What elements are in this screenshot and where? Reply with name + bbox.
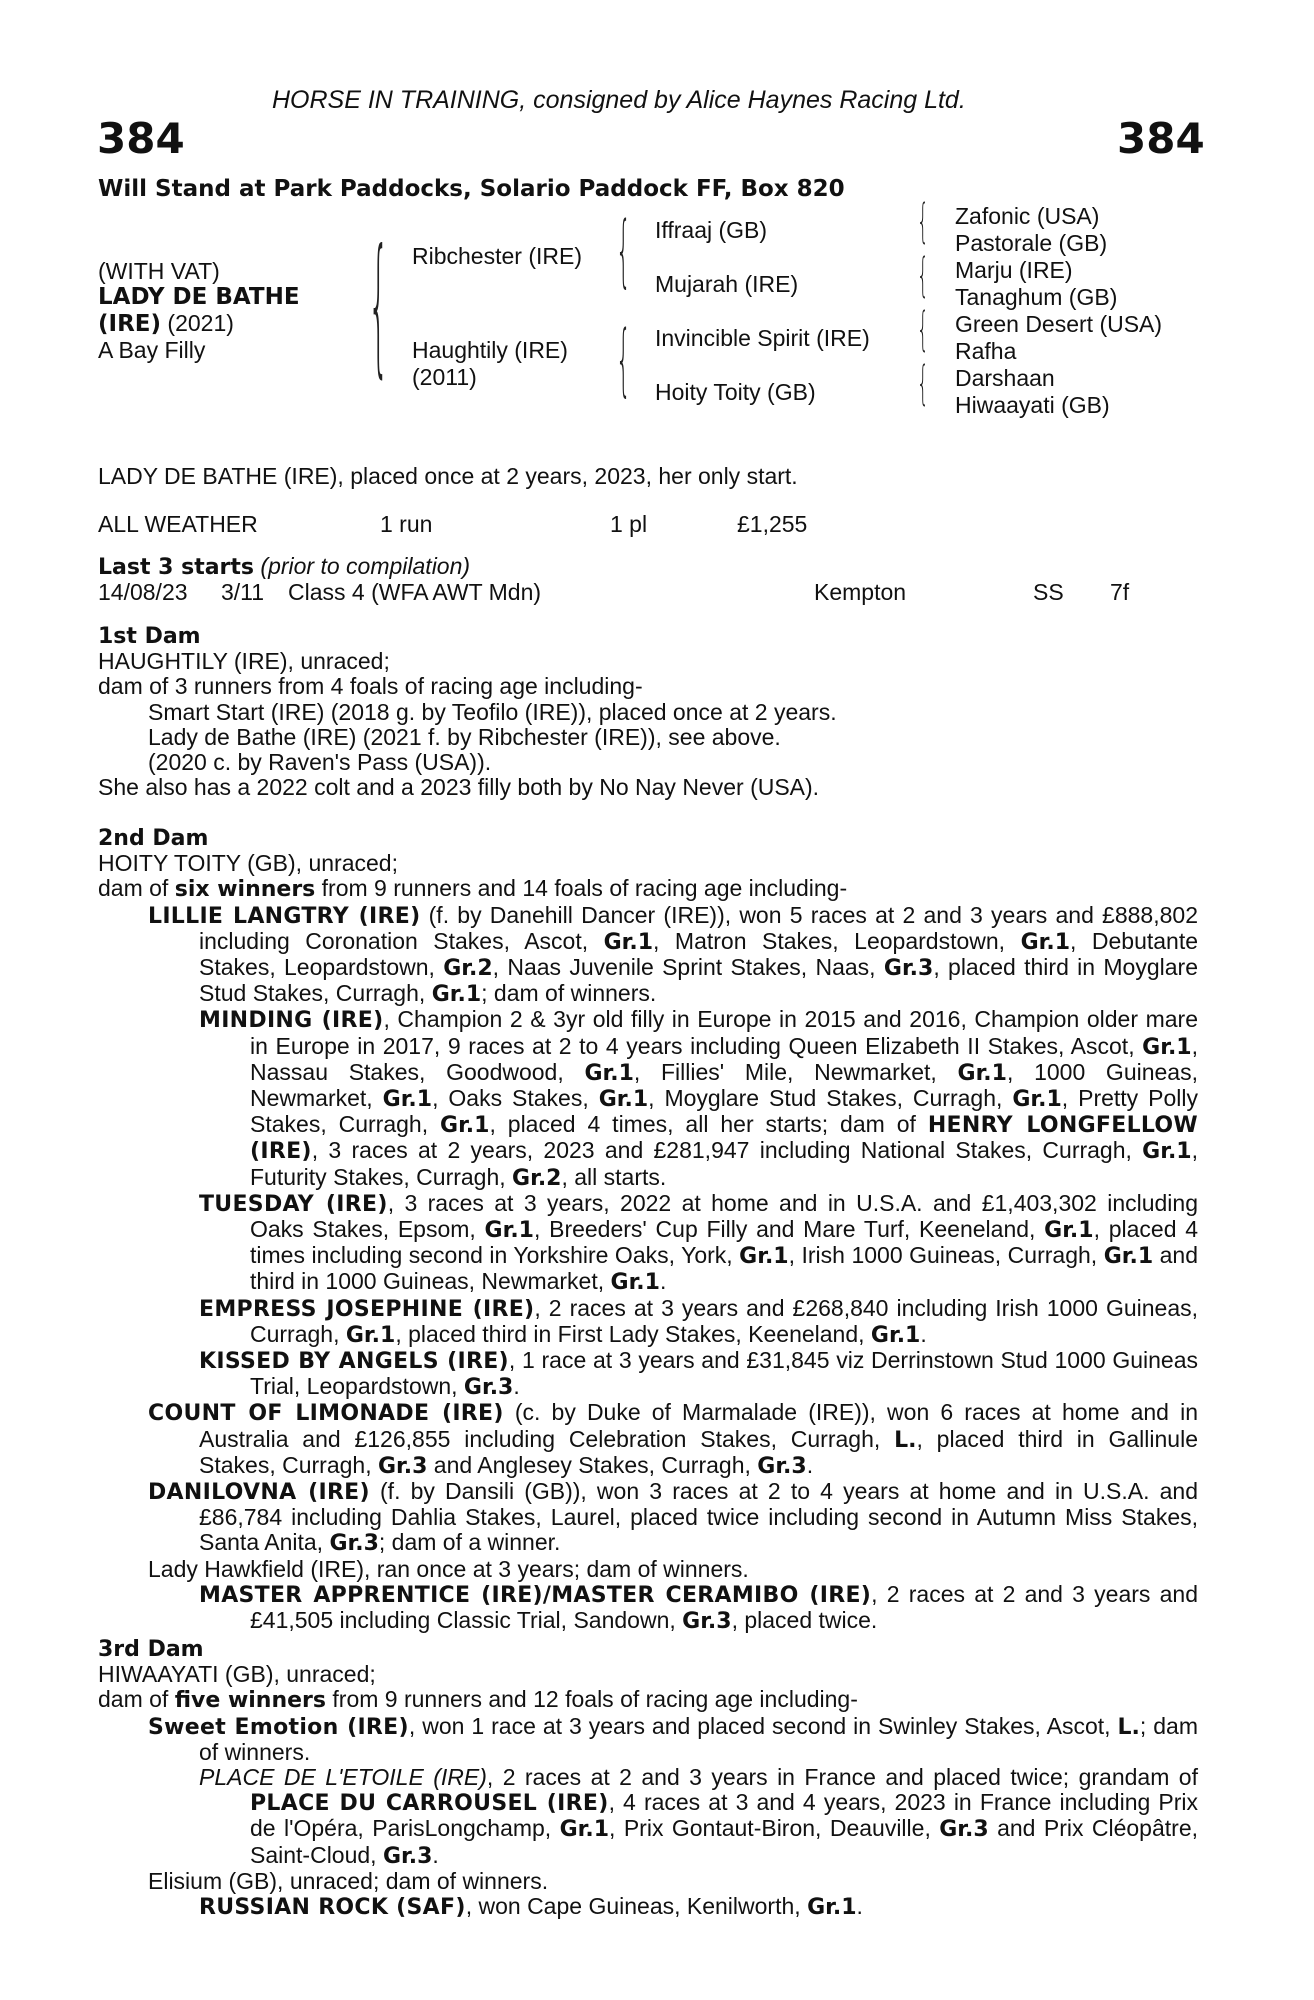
stand-location: Will Stand at Park Paddocks, Solario Paddock FF, Box 820 — [98, 176, 845, 202]
first-dam-produce: Lady de Bathe (IRE) (2021 f. by Ribchester (IRE)), see above. — [148, 723, 781, 750]
record-surface: ALL WEATHER — [98, 511, 258, 537]
vat-note: (WITH VAT) — [98, 258, 220, 284]
produce-kissed-by-angels: KISSED BY ANGELS (IRE), 1 race at 3 years and £31,845 viz Derrinstown Stud 1000 Guineas Trial, Leopardstown, Gr.3. — [199, 1347, 1199, 1401]
produce-lillie-langtry: LILLIE LANGTRY (IRE) (f. by Danehill Dancer (IRE)), won 5 races at 2 and 3 years and £888,802 including Coronation Stakes, Ascot, Gr.1, Matron Stakes, Leopardstown, Gr.1, Debutante Stakes, Leopardstown, Gr.2, Naas Juvenile Sprint Stakes, Naas, Gr.3, placed third in Moyglare Stud Stakes, Curragh, Gr.1; dam of winners. — [148, 901, 1199, 1008]
pedigree-sss: Zafonic (USA) — [955, 203, 1100, 229]
last-start-course: Kempton — [814, 579, 907, 605]
pedigree-dam-year: (2011) — [412, 364, 477, 390]
last-start-date: 14/08/23 — [98, 579, 188, 605]
third-dam-line: HIWAAYATI (GB), unraced; — [98, 1661, 376, 1688]
record-earnings: £1,255 — [737, 511, 808, 537]
third-dam-section — [98, 1637, 1198, 1920]
pedigree-dsd: Rafha — [955, 338, 1017, 364]
pedigree-sire-sire: Iffraaj (GB) — [655, 217, 768, 243]
produce-tuesday: TUESDAY (IRE), 3 races at 3 years, 2022 at home and in U.S.A. and £1,403,302 including Oaks Stakes, Epsom, Gr.1, Breeders' Cup Filly and Mare Turf, Keeneland, Gr.1, placed 4 times including second in Yorkshire Oaks, York, Gr.1, Irish 1000 Guineas, Curragh, Gr.1 and third in 1000 Guineas, Newmarket, Gr.1. — [199, 1189, 1199, 1296]
produce-sweet-emotion: Sweet Emotion (IRE), won 1 race at 3 years and placed second in Swinley Stakes, Ascot, L.; dam of winners. — [148, 1712, 1198, 1765]
pedigree-ddd: Hiwaayati (GB) — [955, 392, 1110, 418]
pedigree-brace-dam: { — [616, 315, 631, 405]
pedigree-dam-dam: Hoity Toity (GB) — [655, 379, 816, 405]
produce-danilovna: DANILOVNA (IRE) (f. by Dansili (GB)), won 3 races at 2 to 4 years at home and in U.S.A. and £86,784 including Dahlia Stakes, Laurel, placed twice including second in Autumn Miss Stakes, Santa Anita, Gr.3; dam of a winner. — [148, 1478, 1198, 1557]
first-dam-produce: Smart Start (IRE) (2018 g. by Teofilo (IRE)), placed once at 2 years. — [148, 698, 837, 725]
last-start-distance: 7f — [1110, 579, 1130, 605]
pedigree-dam: Haughtily (IRE) — [412, 337, 568, 363]
first-dam-line: dam of 3 runners from 4 foals of racing age including- — [98, 673, 643, 700]
pedigree-dss: Green Desert (USA) — [955, 311, 1163, 337]
produce-russian-rock: RUSSIAN ROCK (SAF), won Cape Guineas, Kenilworth, Gr.1. — [199, 1893, 863, 1921]
first-dam-line: She also has a 2022 colt and a 2023 filly both by No Nay Never (USA). — [98, 774, 820, 801]
pedigree-brace-main: { — [368, 218, 389, 392]
pedigree-brace-ds: { — [917, 302, 929, 356]
produce-master-apprentice: MASTER APPRENTICE (IRE)/MASTER CERAMIBO (IRE), 2 races at 2 and 3 years and £41,505 including Classic Trial, Sandown, Gr.3, placed twice. — [199, 1580, 1198, 1635]
race-summary: LADY DE BATHE (IRE), placed once at 2 years, 2023, her only start. — [98, 463, 798, 489]
pedigree-ssd: Pastorale (GB) — [955, 230, 1108, 256]
record-placed: 1 pl — [610, 511, 648, 537]
produce-elisium: Elisium (GB), unraced; dam of winners. — [148, 1867, 549, 1894]
second-dam-heading: 2nd Dam — [98, 826, 209, 851]
first-dam-heading: 1st Dam — [98, 624, 201, 649]
produce-lady-hawkfield: Lady Hawkfield (IRE), ran once at 3 years; dam of winners. — [148, 1555, 749, 1582]
last-start-position: 3/11 — [221, 579, 265, 605]
produce-minding: MINDING (IRE), Champion 2 & 3yr old filly in Europe in 2015 and 2016, Champion older mare in Europe in 2017, 9 races at 2 to 4 years including Queen Elizabeth II Stakes, Ascot, Gr.1, Nassau Stakes, Goodwood, Gr.1, Fillies' Mile, Newmarket, Gr.1, 1000 Guineas, Newmarket, Gr.1, Oaks Stakes, Gr.1, Moyglare Stud Stakes, Curragh, Gr.1, Pretty Polly Stakes, Curragh, Gr.1, placed 4 times, all her starts; dam of HENRY LONGFELLOW (IRE), 3 races at 2 years, 2023 and £281,947 including National Stakes, Curragh, Gr.1, Futurity Stakes, Curragh, Gr.2, all starts. — [199, 1006, 1199, 1191]
last-start-race: Class 4 (WFA AWT Mdn) — [288, 579, 542, 605]
consigned-heading: HORSE IN TRAINING, consigned by Alice Haynes Racing Ltd. — [272, 86, 966, 114]
third-dam-heading: 3rd Dam — [98, 1637, 204, 1662]
lot-number-right: 384 — [1117, 114, 1205, 163]
pedigree-sire: Ribchester (IRE) — [412, 243, 582, 269]
pedigree-dam-sire: Invincible Spirit (IRE) — [655, 325, 870, 351]
produce-count-of-limonade: COUNT OF LIMONADE (IRE) (c. by Duke of Marmalade (IRE)), won 6 races at home and in Australia and £126,855 including Celebration Stakes, Curragh, L., placed third in Gallinule Stakes, Curragh, Gr.3 and Anglesey Stakes, Curragh, Gr.3. — [148, 1399, 1199, 1479]
produce-place-de-letoile: PLACE DE L'ETOILE (IRE), 2 races at 2 and 3 years in France and placed twice; grandam of PLACE DU CARROUSEL (IRE), 4 races at 3 and 4 years, 2023 in France including Prix de l'Opéra, ParisLongchamp, Gr.1, Prix Gontaut-Biron, Deauville, Gr.3 and Prix Cléopâtre, Saint-Cloud, Gr.3. — [199, 1764, 1199, 1869]
second-dam-section — [98, 826, 1198, 1634]
pedigree-sds: Marju (IRE) — [955, 257, 1073, 283]
record-runs: 1 run — [380, 511, 433, 537]
first-dam-section — [98, 624, 1198, 800]
second-dam-line: dam of six winners from 9 runners and 14 foals of racing age including- — [98, 875, 848, 903]
pedigree-brace-sd: { — [917, 248, 929, 302]
horse-description: A Bay Filly — [98, 337, 206, 363]
lot-number-left: 384 — [97, 114, 185, 163]
last-starts-heading: Last 3 starts (prior to compilation) — [98, 553, 471, 580]
pedigree-dds: Darshaan — [955, 365, 1055, 391]
horse-name: LADY DE BATHE — [98, 284, 300, 310]
third-dam-line: dam of five winners from 9 runners and 12 foals of racing age including- — [98, 1686, 858, 1714]
pedigree-sdd: Tanaghum (GB) — [955, 284, 1118, 310]
first-dam-produce: (2020 c. by Raven's Pass (USA)). — [148, 749, 492, 776]
pedigree-brace-ss: { — [917, 194, 929, 248]
pedigree-brace-dd: { — [917, 356, 929, 410]
pedigree-sire-dam: Mujarah (IRE) — [655, 271, 799, 297]
first-dam-line: HAUGHTILY (IRE), unraced; — [98, 648, 390, 675]
horse-origin-year: (IRE) (2021) — [98, 310, 234, 337]
produce-empress-josephine: EMPRESS JOSEPHINE (IRE), 2 races at 3 years and £268,840 including Irish 1000 Guineas, Curragh, Gr.1, placed third in First Lady Stakes, Keeneland, Gr.1. — [199, 1294, 1199, 1348]
second-dam-line: HOITY TOITY (GB), unraced; — [98, 850, 398, 877]
last-start-going: SS — [1033, 579, 1064, 605]
pedigree-brace-sire: { — [616, 206, 631, 296]
